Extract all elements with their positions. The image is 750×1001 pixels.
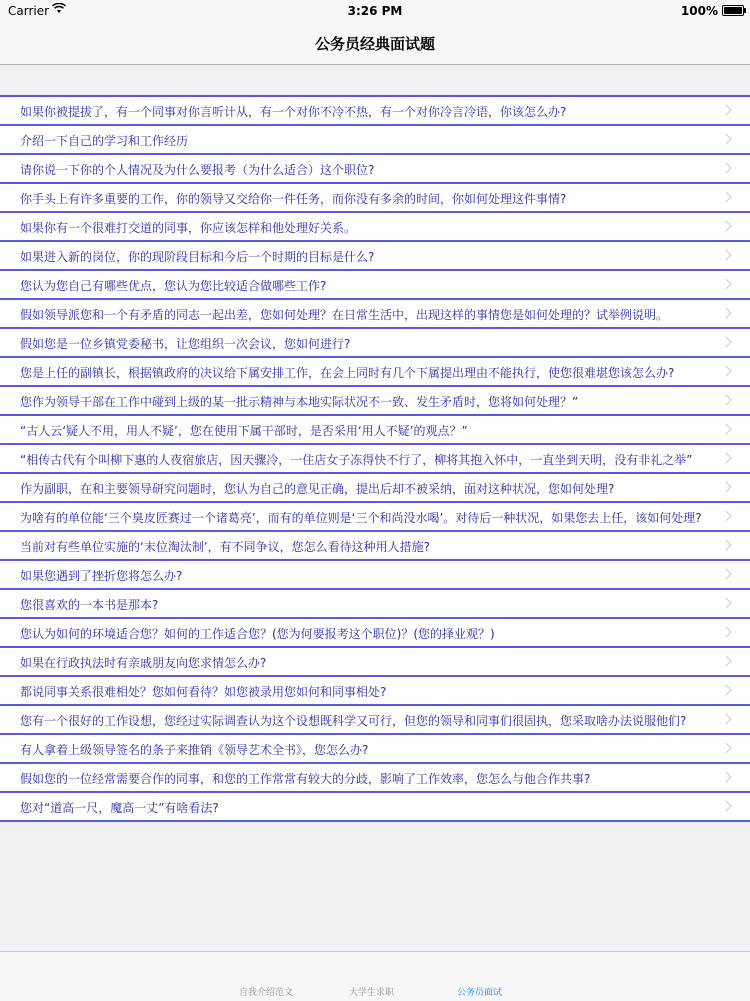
chevron-right-icon [720, 133, 731, 144]
chevron-right-icon [720, 655, 731, 666]
list-item-label: 都说同事关系很难相处？您如何看待？如您被录用您如何和同事相处? [20, 685, 387, 699]
list-item-label: 你手头上有许多重要的工作，你的领导又交给你一件任务，而你没有多余的时间，你如何处理这件事情? [20, 192, 567, 206]
chevron-right-icon [720, 191, 731, 202]
chevron-right-icon [720, 481, 731, 492]
list-item-label: 有人拿着上级领导签名的条子来推销《领导艺术全书》，您怎么办? [20, 743, 369, 757]
list-item-label: 为啥有的单位能‘三个臭皮匠赛过一个诸葛亮’，而有的单位则是‘三个和尚没水喝’。对待后一种状况，如果您去上任，该如何处理? [20, 511, 702, 525]
list-item[interactable] [0, 416, 750, 445]
page-title: 公务员经典面试题 [314, 35, 435, 53]
list-item[interactable] [0, 648, 750, 677]
question-list [0, 95, 750, 822]
list-item-label: 假如您的一位经常需要合作的同事，和您的工作常常有较大的分歧，影响了工作效率，您怎么与他合作共事? [20, 772, 591, 786]
list-item[interactable] [0, 300, 750, 329]
battery-icon [722, 5, 744, 16]
chevron-right-icon [720, 307, 731, 318]
chevron-right-icon [720, 249, 731, 260]
list-item-label: 您认为如何的环境适合您？如何的工作适合您？(您为何要报考这个职位)？(您的择业观？) [20, 627, 495, 641]
chevron-right-icon [720, 162, 731, 173]
chevron-right-icon [720, 684, 731, 695]
chevron-right-icon [720, 452, 731, 463]
list-item[interactable] [0, 503, 750, 532]
carrier-label: Carrier [8, 4, 50, 18]
list-item-label: 您对“道高一尺，魔高一丈”有啥看法? [20, 801, 219, 815]
list-item-label: 如果你有一个很难打交道的同事，你应该怎样和他处理好关系。 [20, 221, 357, 235]
chevron-right-icon [720, 510, 731, 521]
list-item[interactable] [0, 213, 750, 242]
list-item[interactable] [0, 793, 750, 822]
list-item[interactable] [0, 532, 750, 561]
chevron-right-icon [720, 626, 731, 637]
list-item-label: 请你说一下你的个人情况及为什么要报考（为什么适合）这个职位? [20, 163, 375, 177]
list-item[interactable] [0, 329, 750, 358]
list-item[interactable] [0, 271, 750, 300]
list-item[interactable] [0, 561, 750, 590]
chevron-right-icon [720, 220, 731, 231]
chevron-right-icon [720, 800, 731, 811]
chevron-right-icon [720, 394, 731, 405]
navigation-bar [0, 22, 750, 65]
list-item[interactable] [0, 590, 750, 619]
list-item[interactable] [0, 764, 750, 793]
list-item[interactable] [0, 126, 750, 155]
list-item-label: 您是上任的副镇长，根据镇政府的决议给下属安排工作，在会上同时有几个下属提出理由不能执行，使您很难堪您该怎么办? [20, 366, 675, 380]
battery-percent: 100% [680, 4, 718, 18]
tab-graduate-jobs[interactable]: 大学生求职 [349, 988, 395, 998]
tab-bar [0, 951, 750, 1001]
chevron-right-icon [720, 365, 731, 376]
list-item-label: 如果你被提拔了，有一个同事对你言听计从，有一个对你不冷不热，有一个对你冷言冷语，你该怎么办? [20, 105, 567, 119]
list-item[interactable] [0, 706, 750, 735]
list-item[interactable] [0, 445, 750, 474]
clock: 3:26 PM [347, 4, 403, 18]
list-item-label: 假如您是一位乡镇党委秘书，让您组织一次会议，您如何进行? [20, 337, 351, 351]
chevron-right-icon [720, 713, 731, 724]
list-item-label: 您作为领导干部在工作中碰到上级的某一批示精神与本地实际状况不一致、发生矛盾时，您将如何处理？” [20, 395, 579, 409]
list-item-label: 您认为您自己有哪些优点，您认为您比较适合做哪些工作? [20, 279, 327, 293]
list-item[interactable] [0, 619, 750, 648]
list-item[interactable] [0, 97, 750, 126]
list-item-label: 如果进入新的岗位，你的现阶段目标和今后一个时期的目标是什么? [20, 250, 375, 264]
chevron-right-icon [720, 336, 731, 347]
list-item-label: 介绍一下自己的学习和工作经历 [20, 134, 189, 148]
list-item[interactable] [0, 242, 750, 271]
list-item[interactable] [0, 474, 750, 503]
chevron-right-icon [720, 539, 731, 550]
list-item-label: 假如领导派您和一个有矛盾的同志一起出差，您如何处理？在日常生活中，出现这样的事情您是如何处理的？试举例说明。 [20, 308, 669, 322]
list-item[interactable] [0, 387, 750, 416]
chevron-right-icon [720, 278, 731, 289]
list-item-label: 作为副职，在和主要领导研究问题时，您认为自己的意见正确，提出后却不被采纳，面对这种状况，您如何处理? [20, 482, 615, 496]
chevron-right-icon [720, 597, 731, 608]
list-item[interactable] [0, 184, 750, 213]
chevron-right-icon [720, 742, 731, 753]
chevron-right-icon [720, 771, 731, 782]
list-item-label: 您有一个很好的工作设想，您经过实际调查认为这个设想既科学又可行，但您的领导和同事们很固执，您采取啥办法说服他们? [20, 714, 687, 728]
chevron-right-icon [720, 423, 731, 434]
list-item-label: “相传古代有个叫柳下惠的人夜宿旅店，因天骤冷，一住店女子冻得快不行了，柳将其抱入怀中，一直坐到天明，没有非礼之举” [20, 453, 693, 467]
chevron-right-icon [720, 568, 731, 579]
list-item-label: 如果您遇到了挫折您将怎么办? [20, 569, 183, 583]
status-bar [0, 0, 750, 22]
list-item-label: 当前对有些单位实施的‘末位淘汰制’，有不同争议，您怎么看待这种用人措施? [20, 540, 431, 554]
list-item-label: 如果在行政执法时有亲戚朋友向您求情怎么办? [20, 656, 267, 670]
tab-civil-service-interview[interactable]: 公务员面试 [457, 988, 503, 998]
list-item-label: “古人云‘疑人不用，用人不疑’，您在使用下属干部时，是否采用‘用人不疑’的观点？” [20, 424, 468, 438]
tab-self-introduction[interactable]: 自我介绍范文 [239, 988, 294, 998]
list-item[interactable] [0, 358, 750, 387]
list-item[interactable] [0, 735, 750, 764]
list-item[interactable] [0, 677, 750, 706]
chevron-right-icon [720, 104, 731, 115]
list-item-label: 您很喜欢的一本书是那本? [20, 598, 159, 612]
list-item[interactable] [0, 155, 750, 184]
